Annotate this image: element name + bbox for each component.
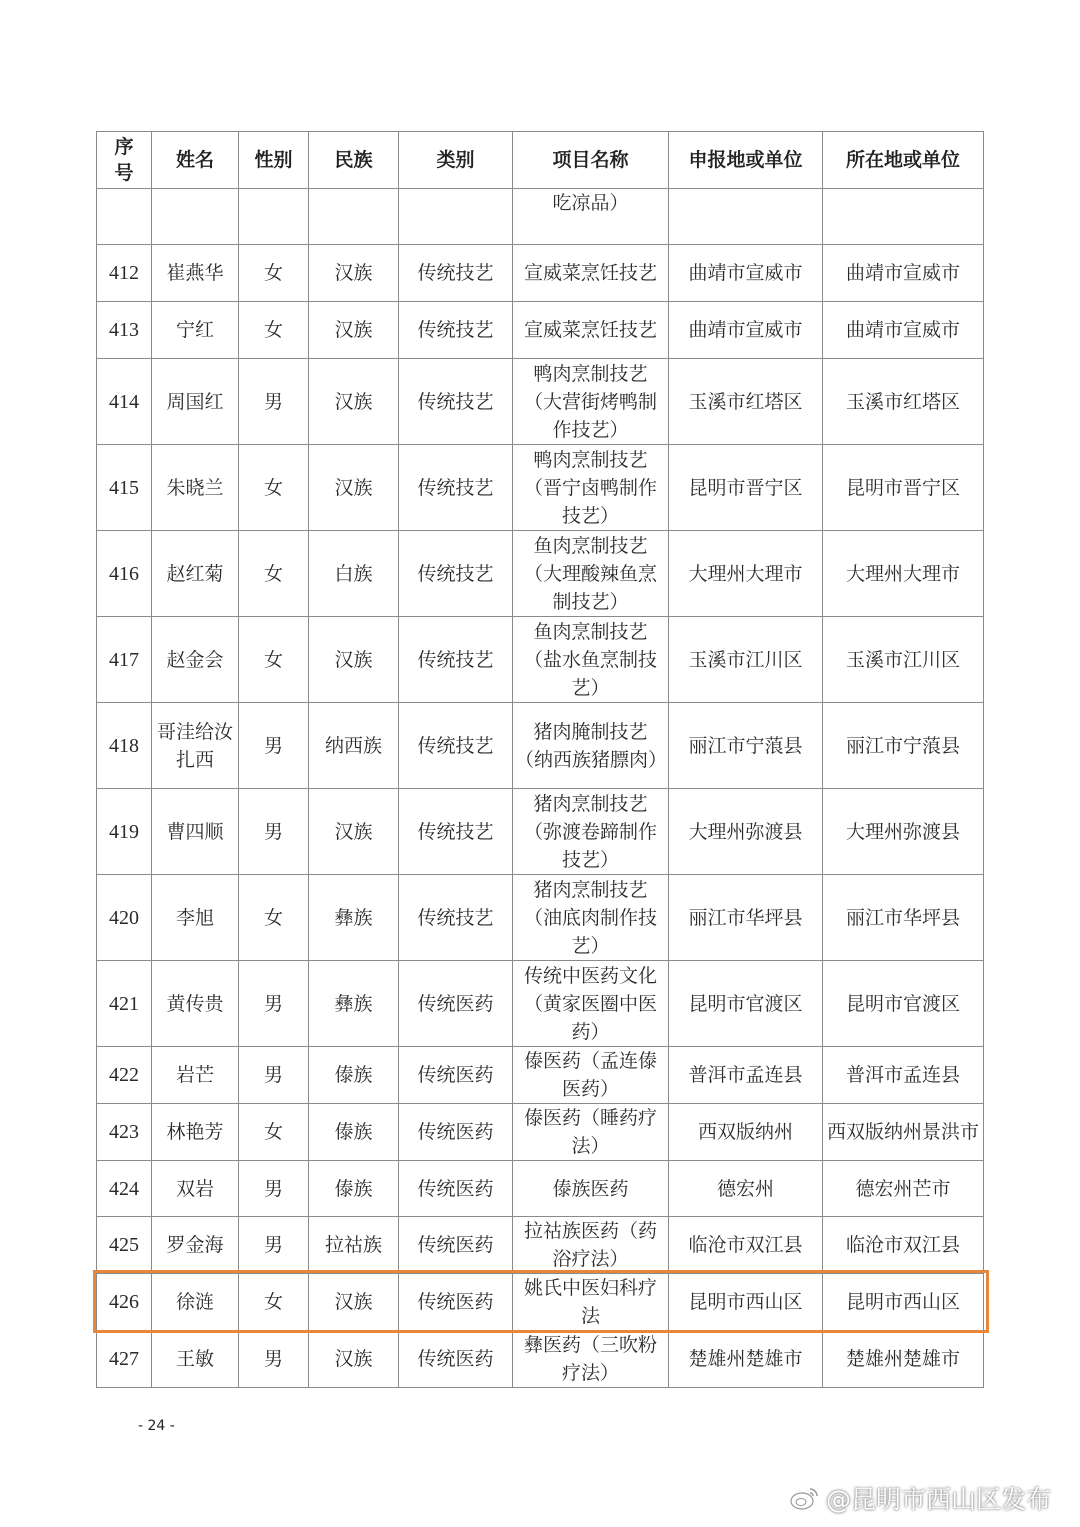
no-cell: 420 (97, 875, 152, 961)
applicant-cell: 丽江市华坪县 (669, 875, 823, 961)
ethnicity-cell: 汉族 (309, 617, 399, 703)
no-cell: 416 (97, 531, 152, 617)
location-cell: 普洱市孟连县 (823, 1047, 984, 1104)
project-cell: 傣医药（睡药疗法） (513, 1104, 669, 1161)
gender-cell: 女 (239, 302, 309, 359)
category-cell: 传统技艺 (399, 617, 513, 703)
category-cell: 传统技艺 (399, 302, 513, 359)
header-ethnicity: 民族 (309, 132, 399, 189)
no-cell: 417 (97, 617, 152, 703)
project-cell: 傣族医药 (513, 1161, 669, 1217)
project-cell: 猪肉烹制技艺（弥渡卷蹄制作技艺） (513, 789, 669, 875)
header-applicant: 申报地或单位 (669, 132, 823, 189)
category-cell: 传统医药 (399, 1161, 513, 1217)
applicant-cell: 楚雄州楚雄市 (669, 1331, 823, 1388)
location-cell: 玉溪市红塔区 (823, 359, 984, 445)
ethnicity-cell: 汉族 (309, 245, 399, 302)
category-cell: 传统医药 (399, 1331, 513, 1388)
name-cell: 岩芒 (152, 1047, 239, 1104)
gender-cell: 女 (239, 617, 309, 703)
no-cell: 424 (97, 1161, 152, 1217)
applicant-cell: 玉溪市江川区 (669, 617, 823, 703)
name-cell: 赵红菊 (152, 531, 239, 617)
location-cell: 临沧市双江县 (823, 1217, 984, 1274)
location-cell: 昆明市官渡区 (823, 961, 984, 1047)
page-number: - 24 - (138, 1418, 175, 1434)
gender-cell: 男 (239, 1161, 309, 1217)
gender-cell: 男 (239, 1331, 309, 1388)
name-cell: 哥洼给汝扎西 (152, 703, 239, 789)
heritage-inheritors-table (96, 131, 984, 1388)
applicant-cell: 昆明市晋宁区 (669, 445, 823, 531)
project-cell: 拉祜族医药（药浴疗法） (513, 1217, 669, 1274)
applicant-cell: 曲靖市宣威市 (669, 245, 823, 302)
location-cell: 曲靖市宣威市 (823, 302, 984, 359)
ethnicity-cell: 汉族 (309, 445, 399, 531)
applicant-cell: 昆明市西山区 (669, 1274, 823, 1331)
location-cell: 西双版纳州景洪市 (823, 1104, 984, 1161)
no-cell: 419 (97, 789, 152, 875)
ethnicity-cell: 汉族 (309, 789, 399, 875)
weibo-icon (790, 1485, 820, 1511)
applicant-cell: 曲靖市宣威市 (669, 302, 823, 359)
table-row (97, 1217, 984, 1274)
category-cell: 传统技艺 (399, 875, 513, 961)
table-row (97, 703, 984, 789)
table-row (97, 789, 984, 875)
applicant-cell: 德宏州 (669, 1161, 823, 1217)
location-cell: 昆明市晋宁区 (823, 445, 984, 531)
category-cell: 传统技艺 (399, 245, 513, 302)
project-cell: 猪肉烹制技艺（油底肉制作技艺） (513, 875, 669, 961)
gender-cell: 女 (239, 531, 309, 617)
ethnicity-cell: 拉祜族 (309, 1217, 399, 1274)
applicant-cell: 西双版纳州 (669, 1104, 823, 1161)
watermark (790, 1480, 1051, 1516)
project-cell: 鸭肉烹制技艺（晋宁卤鸭制作技艺） (513, 445, 669, 531)
table-row (97, 1331, 984, 1388)
ethnicity-cell: 彝族 (309, 961, 399, 1047)
applicant-cell: 昆明市官渡区 (669, 961, 823, 1047)
location-cell: 大理州弥渡县 (823, 789, 984, 875)
category-cell: 传统医药 (399, 1104, 513, 1161)
header-seq: 序 号 (97, 132, 152, 189)
category-cell: 传统医药 (399, 1217, 513, 1274)
ethnicity-cell: 傣族 (309, 1161, 399, 1217)
gender-cell: 男 (239, 359, 309, 445)
no-cell: 427 (97, 1331, 152, 1388)
category-cell: 传统技艺 (399, 703, 513, 789)
project-cell: 吃凉品） (513, 189, 669, 245)
table-row (97, 961, 984, 1047)
gender-cell: 男 (239, 1047, 309, 1104)
header-project: 项目名称 (513, 132, 669, 189)
ethnicity-cell: 白族 (309, 531, 399, 617)
applicant-cell: 大理州大理市 (669, 531, 823, 617)
name-cell: 宁红 (152, 302, 239, 359)
ethnicity-cell: 汉族 (309, 1274, 399, 1331)
no-cell: 414 (97, 359, 152, 445)
gender-cell: 女 (239, 1274, 309, 1331)
name-cell: 双岩 (152, 1161, 239, 1217)
category-cell: 传统医药 (399, 1047, 513, 1104)
gender-cell: 女 (239, 875, 309, 961)
ethnicity-cell: 汉族 (309, 359, 399, 445)
category-cell: 传统技艺 (399, 789, 513, 875)
table-row (97, 1047, 984, 1104)
location-cell: 楚雄州楚雄市 (823, 1331, 984, 1388)
no-cell: 425 (97, 1217, 152, 1274)
table-row (97, 1161, 984, 1217)
name-cell: 崔燕华 (152, 245, 239, 302)
applicant-cell: 丽江市宁蒗县 (669, 703, 823, 789)
project-cell: 宣威菜烹饪技艺 (513, 302, 669, 359)
gender-cell: 男 (239, 1217, 309, 1274)
location-cell: 丽江市华坪县 (823, 875, 984, 961)
name-cell: 徐涟 (152, 1274, 239, 1331)
continuation-row (97, 189, 984, 245)
project-cell: 鸭肉烹制技艺（大营街烤鸭制作技艺） (513, 359, 669, 445)
project-cell: 彝医药（三吹粉疗法） (513, 1331, 669, 1388)
gender-cell: 男 (239, 961, 309, 1047)
watermark-text: @昆明市西山区发布 (826, 1485, 1052, 1514)
name-cell: 王敏 (152, 1331, 239, 1388)
name-cell: 曹四顺 (152, 789, 239, 875)
no-cell: 418 (97, 703, 152, 789)
category-cell: 传统技艺 (399, 359, 513, 445)
project-cell: 鱼肉烹制技艺（大理酸辣鱼烹制技艺） (513, 531, 669, 617)
table-row (97, 531, 984, 617)
table-row (97, 302, 984, 359)
ethnicity-cell: 纳西族 (309, 703, 399, 789)
table-row (97, 359, 984, 445)
table-row (97, 1104, 984, 1161)
location-cell: 玉溪市江川区 (823, 617, 984, 703)
project-cell: 傣医药（孟连傣医药） (513, 1047, 669, 1104)
gender-cell: 女 (239, 245, 309, 302)
no-cell: 413 (97, 302, 152, 359)
applicant-cell: 玉溪市红塔区 (669, 359, 823, 445)
ethnicity-cell: 汉族 (309, 1331, 399, 1388)
location-cell: 昆明市西山区 (823, 1274, 984, 1331)
applicant-cell: 普洱市孟连县 (669, 1047, 823, 1104)
ethnicity-cell: 彝族 (309, 875, 399, 961)
location-cell: 大理州大理市 (823, 531, 984, 617)
no-cell: 422 (97, 1047, 152, 1104)
name-cell: 赵金会 (152, 617, 239, 703)
table-header-row (97, 132, 984, 189)
no-cell: 426 (97, 1274, 152, 1331)
table-row (97, 617, 984, 703)
header-category: 类别 (399, 132, 513, 189)
ethnicity-cell: 傣族 (309, 1104, 399, 1161)
project-cell: 鱼肉烹制技艺（盐水鱼烹制技艺） (513, 617, 669, 703)
project-cell: 宣威菜烹饪技艺 (513, 245, 669, 302)
gender-cell: 女 (239, 1104, 309, 1161)
header-location: 所在地或单位 (823, 132, 984, 189)
no-cell: 415 (97, 445, 152, 531)
table-row (97, 245, 984, 302)
project-cell: 传统中医药文化（黄家医圈中医药） (513, 961, 669, 1047)
name-cell: 罗金海 (152, 1217, 239, 1274)
name-cell: 黄传贵 (152, 961, 239, 1047)
name-cell: 林艳芳 (152, 1104, 239, 1161)
table-row (97, 1274, 984, 1331)
name-cell: 朱晓兰 (152, 445, 239, 531)
name-cell: 李旭 (152, 875, 239, 961)
table-row (97, 875, 984, 961)
table-row (97, 445, 984, 531)
no-cell: 423 (97, 1104, 152, 1161)
project-cell: 猪肉腌制技艺（纳西族猪膘肉） (513, 703, 669, 789)
location-cell: 丽江市宁蒗县 (823, 703, 984, 789)
category-cell: 传统医药 (399, 961, 513, 1047)
gender-cell: 男 (239, 703, 309, 789)
location-cell: 德宏州芒市 (823, 1161, 984, 1217)
name-cell: 周国红 (152, 359, 239, 445)
applicant-cell: 临沧市双江县 (669, 1217, 823, 1274)
ethnicity-cell: 傣族 (309, 1047, 399, 1104)
no-cell: 421 (97, 961, 152, 1047)
project-cell: 姚氏中医妇科疗法 (513, 1274, 669, 1331)
category-cell: 传统技艺 (399, 531, 513, 617)
location-cell: 曲靖市宣威市 (823, 245, 984, 302)
applicant-cell: 大理州弥渡县 (669, 789, 823, 875)
no-cell: 412 (97, 245, 152, 302)
category-cell: 传统技艺 (399, 445, 513, 531)
header-gender: 性别 (239, 132, 309, 189)
gender-cell: 女 (239, 445, 309, 531)
category-cell: 传统医药 (399, 1274, 513, 1331)
ethnicity-cell: 汉族 (309, 302, 399, 359)
header-name: 姓名 (152, 132, 239, 189)
gender-cell: 男 (239, 789, 309, 875)
